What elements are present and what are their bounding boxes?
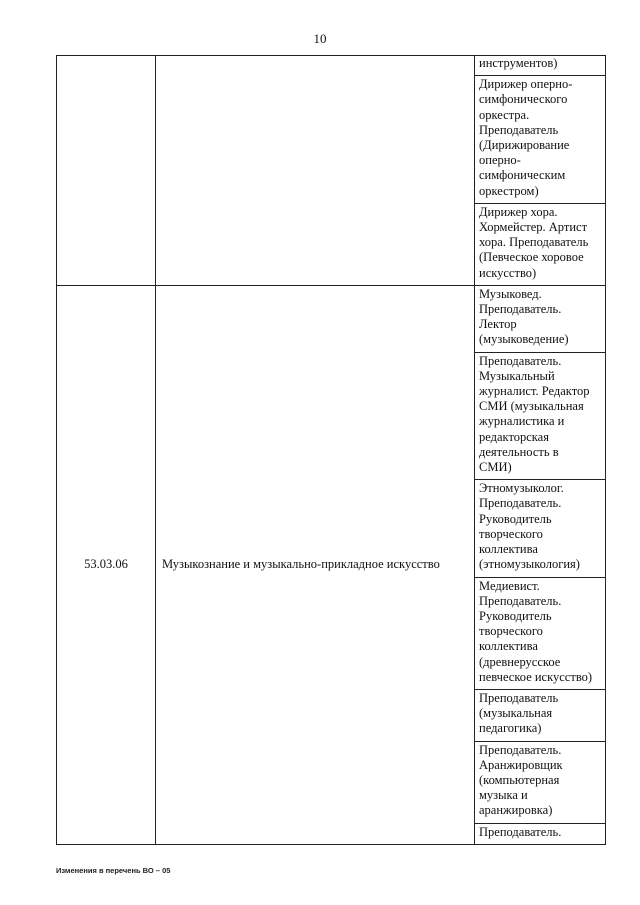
qualification-item: Преподаватель.	[479, 824, 562, 839]
qualification-item: Музыковед. Преподаватель. Лектор (музыковедение)	[475, 286, 605, 353]
specialty-code	[57, 56, 156, 285]
footer-note: Изменения в перечень ВО – 05	[56, 866, 171, 875]
table-row	[56, 55, 606, 286]
qualifications-cell	[475, 286, 605, 844]
specialty-name	[156, 56, 475, 285]
qualification-item: инструментов)	[475, 56, 605, 76]
page-number: 10	[313, 31, 327, 46]
qualification-item: Дирижер хора. Хормейстер. Артист хора. Преподаватель (Певческое хоровое искусство)	[479, 204, 589, 280]
specialties-table	[56, 55, 606, 845]
qualifications-cell	[475, 56, 605, 285]
specialty-name: Музыкознание и музыкально-прикладное искусство	[156, 286, 475, 844]
qualification-item: Преподаватель. Аранжировщик (компьютерная музыка и аранжировка)	[475, 742, 605, 824]
qualification-item: Медиевист. Преподаватель. Руководитель творческого коллектива (древнерусское певческое искусство)	[475, 578, 605, 690]
qualification-item: Дирижер оперно- симфонического оркестра. Преподаватель (Дирижирование оперно- симфоническим оркестром)	[475, 76, 605, 204]
qualification-item: Преподаватель. Музыкальный журналист. Редактор СМИ (музыкальная журналистика и редакторская деятельность в СМИ)	[475, 353, 605, 481]
specialty-code: 53.03.06	[57, 286, 156, 844]
table-row	[56, 286, 606, 845]
qualification-item: Этномузыколог. Преподаватель. Руководитель творческого коллектива (этномузыкология)	[475, 480, 605, 577]
qualification-item: Преподаватель (музыкальная педагогика)	[475, 690, 605, 742]
